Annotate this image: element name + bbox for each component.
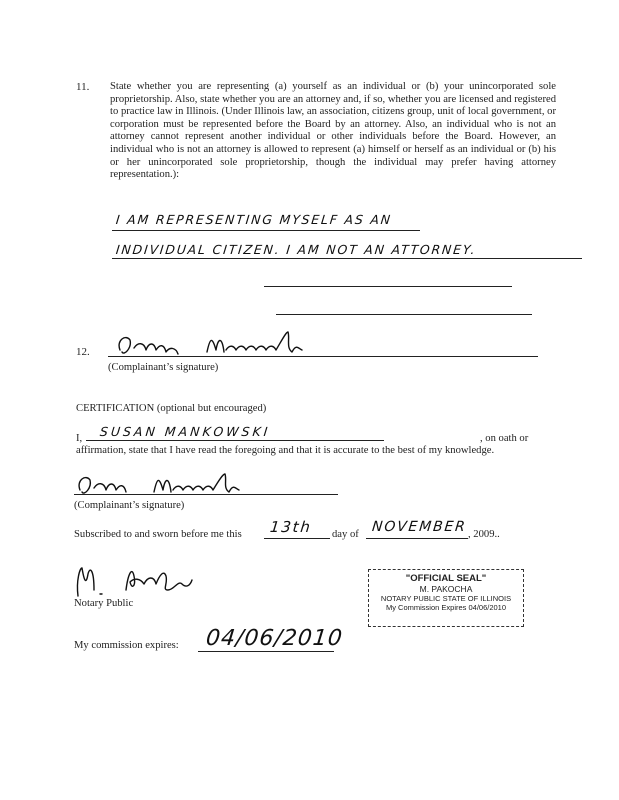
handwritten-answer-line-1: I AM REPRESENTING MYSELF AS AN (115, 212, 393, 227)
subscribed-day-of: day of (332, 529, 359, 540)
handwritten-answer-line-2: INDIVIDUAL CITIZEN. I AM NOT AN ATTORNEY. (115, 242, 478, 257)
answer-underline-2 (112, 258, 582, 259)
item-12-number: 12. (76, 346, 90, 358)
subscribed-day-handwritten: 13th (269, 518, 313, 536)
complainant-signature-label-1: (Complainant’s signature) (108, 362, 219, 373)
certification-heading: CERTIFICATION (optional but encouraged) (76, 403, 267, 414)
subscribed-month-line (366, 538, 468, 539)
complainant-signature-label-2: (Complainant’s signature) (74, 500, 185, 511)
certification-name-handwritten: SUSAN MANKOWSKI (99, 424, 272, 439)
subscribed-day-line (264, 538, 330, 539)
commission-date-handwritten: 04/06/2010 (204, 626, 345, 651)
certification-statement: affirmation, state that I have read the foregoing and that it is accurate to the best of my knowledge. (76, 445, 495, 456)
notary-seal-stamp (368, 569, 524, 627)
answer-underline-3 (264, 286, 512, 287)
signature-line-1 (108, 356, 538, 357)
item-11-number: 11. (76, 81, 90, 93)
notary-signature (70, 560, 240, 600)
certification-name-line (86, 440, 384, 441)
notary-seal-line-2: My Commission Expires 04/06/2010 (385, 603, 507, 612)
answer-underline-1 (112, 230, 420, 231)
certification-i-label: I, (76, 433, 83, 444)
certification-oath-text: , on oath or (480, 433, 529, 444)
subscribed-month-handwritten: NOVEMBER (371, 519, 468, 535)
answer-underline-4 (276, 314, 532, 315)
subscribed-prefix: Subscribed to and sworn before me this (74, 529, 242, 540)
notary-seal-line-1: NOTARY PUBLIC STATE OF ILLINOIS (380, 594, 512, 603)
notary-public-label: Notary Public (74, 598, 134, 609)
item-11-paragraph: State whether you are representing (a) yourself as an individual or (b) your unincorporated sole proprietorship. Also, state whether you are an attorney and, if so, whether you are licensed and registered to practice law in Illinois. (Under Illinois law, an association, citizens group, unit of local government, or corporation must be represented before the Board by an attorney. Also, an individual who is not an attorney cannot represent another individual or other individuals before the Board. However, an individual who is not an attorney is allowed to represent (a) himself or herself as an individual or (b) his or her unincorporated sole proprietorship, though the individual may prefer having attorney representation.): (110, 81, 556, 181)
notary-seal-title: "OFFICIAL SEAL" (405, 573, 487, 584)
notary-seal-name: M. PAKOCHA (419, 584, 473, 594)
commission-date-line (198, 651, 334, 652)
subscribed-year: , 2009.. (468, 529, 500, 540)
signature-line-2 (74, 494, 338, 495)
commission-expires-label: My commission expires: (74, 640, 179, 651)
